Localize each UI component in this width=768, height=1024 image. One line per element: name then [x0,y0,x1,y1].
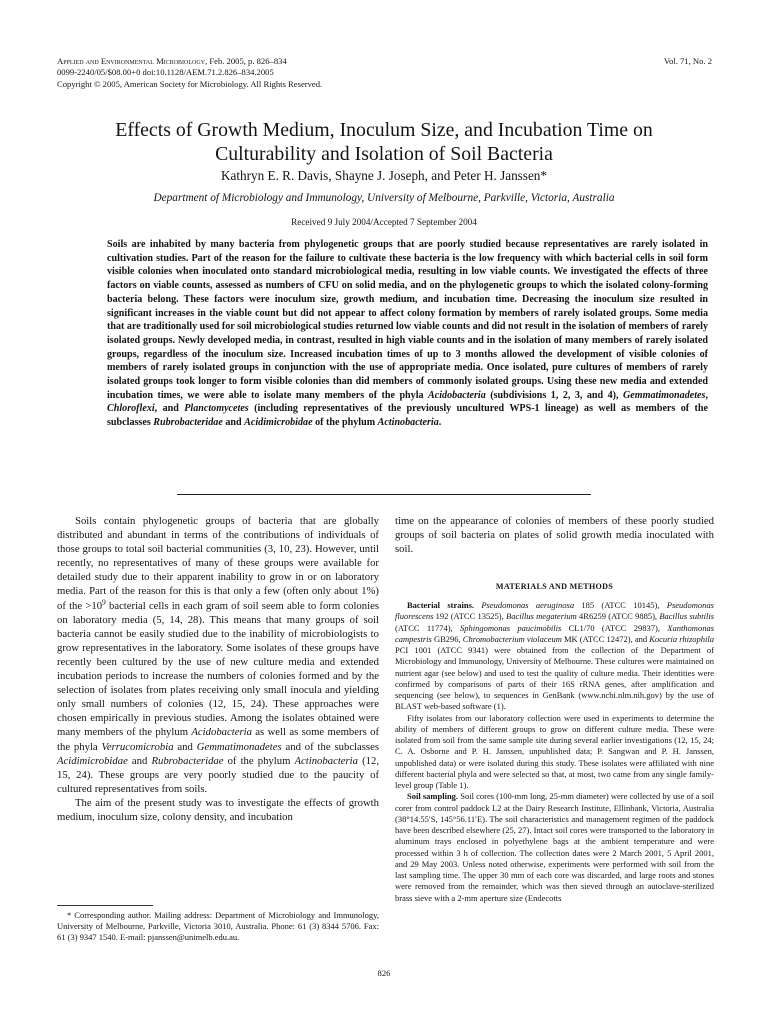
abstract-text: , and [154,403,185,415]
right-column-top [395,514,714,556]
issn-doi: 0099-2240/05/$08.00+0 doi:10.1128/AEM.71.2.826–834.2005 [57,67,274,78]
abstract-text: Soils are inhabited by many bacteria from phylogenetic groups that are poorly studied because representatives are rarely isolated in cultivation studies. Part of the reason for the failure to cultivate these bacteria is the low frequency with which bacterial cells in soil form visible colonies when inoculated onto standard microbiological media, resulting in low viable counts. We investigated the effects of three factors on viable counts, assessed as numbers of CFU on solid media, and on the phylogenetic groups to which the isolated colony-forming bacteria belong. These factors were inoculum size, growth medium, and incubation time. Decreasing the inoculum size resulted in significant increases in the viable count but did not appear to affect colony formation by members of rarely isolated groups. Some media that are traditionally used for soil microbiological studies returned low viable counts and did not result in the isolation of members of rarely isolated groups. Newly developed media, in contrast, resulted in high viable counts and in the isolation of many members of rarely isolated groups, regardless of the inoculum size. Increased incubation times of up to 3 months allowed the development of visible colonies of members of rarely isolated groups in conjunction with the use of appropriate media. Once isolated, pure cultures of members of rarely isolated groups took longer to form visible colonies than did members of commonly isolated groups. Using these new media and extended incubation times, we were able to isolate many members of the phyla [107,239,708,401]
body-text: Soils contain phylogenetic groups of bacteria that are globally distributed and abundant in terms of the contributions of individuals of those groups to total soil bacterial communities (3, 10, 23). However, until recently, no representatives of many of these groups were available for detailed study due to their apparent inability to grow in or on laboratory media. Part of the reason for this is that only a few (often only about 1%) of the >10 [57,515,379,612]
taxon-name: Xanthomonas campestris [395,622,714,644]
body-text: Soil cores (100-mm long, 25-mm diameter) were collected by use of a soil corer from control paddock L2 at the Dairy Research Institute, Ellinbank, Victoria, Australia (38°14.55′S, 145°56.11′E). The soil characteristics and management regimen of the paddock have been described elsewhere (25, 27). Intact soil cores were transported to the laboratory in aluminum trays enclosed in polyethylene bags at the ambient temperature and were processed within 3 h of collection. The collection dates were 2 March 2001, 5 April 2001, and 29 May 2003. Unless noted otherwise, experiments were performed with soil from the last sampling time. The upper 30 mm of each core was discarded, and large roots and stones were removed from the remainder, which was then sieved through an autoclave-sterilized brass sieve with a 2-mm aperture size (Endecotts [395,791,714,903]
taxon-name: Sphingomonas paucimobilis [460,622,562,633]
journal-name: Applied and Environmental Microbiology [57,56,206,66]
abstract-text: and [222,417,245,429]
methods-paragraph-strains [395,600,714,713]
received-dates: Received 9 July 2004/Accepted 7 September 2004 [291,217,477,227]
taxon-name: Rubrobacteridae [151,754,224,767]
taxon-name: Verrucomicrobia [101,740,174,753]
taxon-name: Acidobacteria [428,389,486,401]
journal-date-pages: , Feb. 2005, p. 826–834 [205,56,287,66]
copyright-line: Copyright © 2005, American Society for Microbiology. All Rights Reserved. [57,78,323,89]
taxon-name: Acidobacteria [191,726,252,739]
body-text: GB296, [431,633,463,644]
running-header [57,56,712,90]
body-text: 4R6259 (ATCC 9885), [576,611,660,622]
footnote-divider [57,905,153,906]
body-text: and of the subclasses [281,740,379,753]
taxon-name: Acidimicrobidae [57,754,128,767]
body-text: and [127,754,152,767]
intro-paragraph-1 [57,514,379,796]
intro-paragraph-2: The aim of the present study was to investigate the effects of growth medium, inoculum size, colony density, and incubation [57,796,379,823]
intro-paragraph-2-continued: time on the appearance of colonies of members of these poorly studied groups of soil bacteria on plates of solid growth media inoculated with soil. [395,515,714,556]
taxon-name: Bacillus megaterium [506,611,577,622]
paragraph-label: Bacterial strains. [407,600,475,610]
taxon-name: Actinobacteria [377,417,439,429]
abstract-text: (including representatives of the previously uncultured WPS-1 lineage) as well as members of the subclasses [107,403,708,429]
left-column [57,514,379,824]
section-heading: MATERIALS AND METHODS [495,582,614,591]
taxon-name: Gemmatimonadetes [196,740,282,753]
body-text: and [173,740,197,753]
author-list: Kathryn E. R. Davis, Shayne J. Joseph, and Peter H. Janssen* [221,168,547,183]
body-text: of the phylum [223,754,295,767]
body-text: 192 (ATCC 13525), [433,611,507,622]
abstract [107,238,708,430]
volume-issue: Vol. 71, No. 2 [663,56,712,66]
taxon-name: Chloroflexi [107,403,155,415]
abstract-text: , [705,389,708,401]
abstract-text: of the phylum [312,417,378,429]
corresponding-author-footnote [57,910,379,944]
body-text: CL1/70 (ATCC 29837), [561,622,668,633]
taxon-name: Gemmatimonadetes [623,389,706,401]
body-text: (12, 15, 24). These groups are very poorly studied due to the paucity of cultured representatives from soils. [57,754,380,795]
title-line-2: Culturability and Isolation of Soil Bacteria [215,143,553,165]
taxon-name: Bacillus subtilis [659,611,715,622]
footnote-text: * Corresponding author. Mailing address: Department of Microbiology and Immunology, University of Melbourne, Parkville, Victoria 3010, Australia. Phone: 61 (3) 8344 5706. Fax: 61 (3) 9347 1540. E-mail: pjanssen@unimelb.edu.au. [57,910,379,943]
article-title [40,118,728,166]
taxon-name: Planctomycetes [184,403,249,415]
body-text: bacterial cells in each gram of soil seem able to form colonies on laboratory media (5, 14, 28). This means that many groups of soil bacteria cannot be easily studied due to the inability of microbiologists to grow representatives in the laboratory. Some isolates of these groups have recently been cultured by the use of new culture media and extended incubation periods to increase the numbers of colonies formed and by the selection of isolates from plates receiving only small inocula and yielding only small numbers of colonies (12, 15, 24). These approaches were chosen empirically in previous studies. Among the isolates obtained were many members of the phylum [57,599,379,739]
taxon-name: Pseudomonas fluorescens [395,600,714,622]
body-text: PCI 1001 (ATCC 9341) were obtained from the collection of the Department of Microbiology and Immunology, University of Melbourne. These cultures were maintained on nutrient agar (see below) and used to test the quality of culture media. Their identities were confirmed by comparisons of parts of their 16S rRNA genes, after amplification and sequencing (see below), to sequences in GenBank (www.ncbi.nlm.nih.gov) by the use of BLAST web-based software (1). [395,645,714,712]
methods-section [395,600,714,904]
page-number: 826 [377,968,391,978]
taxon-name: Chromobacterium violaceum [462,633,562,644]
abstract-text: . [438,417,442,429]
paragraph-label: Soil sampling. [407,791,459,802]
taxon-name: Acidimicrobidae [244,417,313,429]
abstract-text: (subdivisions 1, 2, 3, and 4), [485,389,624,401]
methods-paragraph-soil [395,791,714,904]
methods-paragraph-isolates: Fifty isolates from our laboratory collection were used in experiments to determine the ability of members of different groups to grow on different culture media. These were isolated from soil from the same sample site during several earlier investigations (12, 15, 24; C. A. Osborne and P. H. Janssen, unpublished data; P. Sangwan and P. H. Janssen, unpublished data) or were isolated during this study. These isolates were affiliated with nine different bacterial phyla and were selected so that, at most, two came from any single family-level group (Table 1). [395,712,714,790]
body-text: MK (ATCC 12472), and [561,633,650,644]
superscript: 9 [102,597,106,606]
taxon-name: Rubrobacteridae [153,417,223,429]
taxon-name: Actinobacteria [294,754,358,767]
body-text: as well as some members of the phyla [57,726,379,753]
affiliation: Department of Microbiology and Immunology, University of Melbourne, Parkville, Victoria, Australia [153,192,615,204]
title-line-1: Effects of Growth Medium, Inoculum Size, and Incubation Time on [115,119,653,141]
taxon-name: Pseudomonas aeruginosa [481,600,575,610]
body-text: 185 (ATCC 10145), [574,600,667,610]
taxon-name: Kocuria rhizophila [649,633,715,644]
body-text: (ATCC 11774), [395,622,461,633]
journal-citation [57,56,712,67]
abstract-divider [177,494,591,495]
